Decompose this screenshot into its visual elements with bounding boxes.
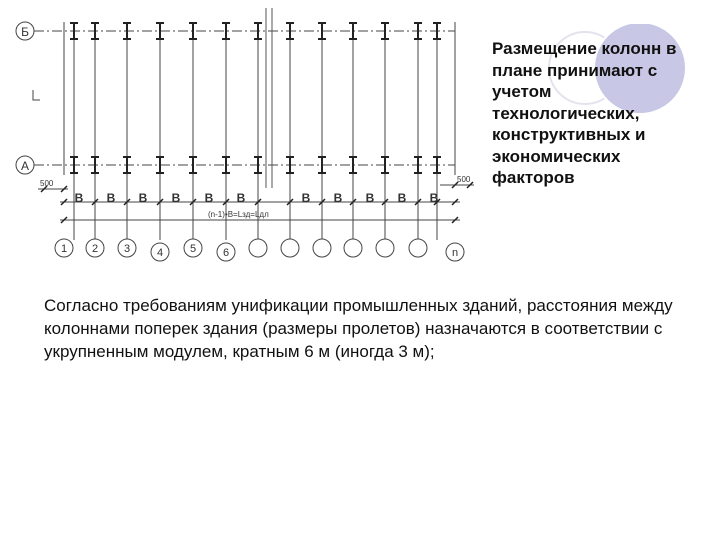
column-web bbox=[321, 22, 323, 40]
column-flange bbox=[414, 38, 422, 40]
column-flange bbox=[189, 172, 197, 174]
column-flange bbox=[414, 172, 422, 174]
column-flange bbox=[286, 38, 294, 40]
column-web bbox=[159, 156, 161, 174]
column-flange bbox=[433, 172, 441, 174]
axis-number-label: 5 bbox=[189, 243, 197, 255]
bay-label: В bbox=[397, 191, 407, 205]
column-web bbox=[225, 156, 227, 174]
bay-label: В bbox=[236, 191, 246, 205]
column-web bbox=[257, 156, 259, 174]
column-flange bbox=[189, 38, 197, 40]
axis-number-marker bbox=[281, 239, 299, 257]
column-flange bbox=[123, 38, 131, 40]
column-flange bbox=[156, 38, 164, 40]
column-web bbox=[417, 156, 419, 174]
column-web bbox=[192, 156, 194, 174]
column-web bbox=[159, 22, 161, 40]
bay-label: В bbox=[365, 191, 375, 205]
column-web bbox=[94, 22, 96, 40]
column-web bbox=[289, 156, 291, 174]
axis-number-marker bbox=[344, 239, 362, 257]
column-flange bbox=[318, 172, 326, 174]
column-flange bbox=[222, 172, 230, 174]
bay-label: В bbox=[333, 191, 343, 205]
column-web bbox=[384, 22, 386, 40]
axis-label-a: А bbox=[20, 159, 30, 173]
column-web bbox=[73, 156, 75, 174]
bay-label: В bbox=[106, 191, 116, 205]
section-mark bbox=[33, 90, 40, 100]
column-flange bbox=[70, 172, 78, 174]
column-flange bbox=[381, 172, 389, 174]
offset-right-label: 500 bbox=[457, 175, 471, 184]
column-flange bbox=[91, 172, 99, 174]
bay-label: В bbox=[204, 191, 214, 205]
offset-left-label: 500 bbox=[40, 179, 54, 188]
column-flange bbox=[381, 38, 389, 40]
axis-number-label: 3 bbox=[123, 243, 131, 255]
column-web bbox=[126, 156, 128, 174]
column-web bbox=[73, 22, 75, 40]
axis-number-marker bbox=[313, 239, 331, 257]
column-web bbox=[94, 156, 96, 174]
column-flange bbox=[70, 38, 78, 40]
column-flange bbox=[156, 172, 164, 174]
column-web bbox=[352, 22, 354, 40]
axis-number-label: 2 bbox=[91, 243, 99, 255]
column-flange bbox=[254, 172, 262, 174]
column-web bbox=[384, 156, 386, 174]
slide-title: Размещение колонн в плане принимают с учетом технологических, конструктивных и экономических факторов bbox=[492, 39, 677, 187]
column-web bbox=[417, 22, 419, 40]
column-flange bbox=[349, 38, 357, 40]
column-web bbox=[225, 22, 227, 40]
bay-label: В bbox=[301, 191, 311, 205]
column-web bbox=[321, 156, 323, 174]
axis-number-label: 1 bbox=[60, 243, 68, 255]
axis-number-label: 6 bbox=[222, 247, 230, 259]
column-flange bbox=[318, 38, 326, 40]
bay-label: В bbox=[138, 191, 148, 205]
column-web bbox=[289, 22, 291, 40]
body-paragraph: Согласно требованиям унификации промышленных зданий, расстояния между колоннами поперек здания (размеры пролетов) назначаются в соответствии с укрупненным модулем, кратным 6 м (иногда 3 м); bbox=[44, 296, 673, 361]
axis-number-marker bbox=[409, 239, 427, 257]
bay-label: В bbox=[429, 191, 439, 205]
axis-number-marker bbox=[376, 239, 394, 257]
bay-label: В bbox=[171, 191, 181, 205]
bay-label: В bbox=[74, 191, 84, 205]
column-flange bbox=[91, 38, 99, 40]
column-flange bbox=[222, 38, 230, 40]
column-flange bbox=[286, 172, 294, 174]
column-web bbox=[436, 22, 438, 40]
total-length-label: (n-1)•В=Lзд=Lдл bbox=[208, 210, 269, 219]
column-plan-diagram bbox=[0, 0, 480, 280]
column-web bbox=[192, 22, 194, 40]
column-flange bbox=[123, 172, 131, 174]
axis-number-marker bbox=[249, 239, 267, 257]
axis-label-b: Б bbox=[21, 25, 29, 39]
column-web bbox=[352, 156, 354, 174]
axis-number-label: 4 bbox=[156, 247, 164, 259]
column-flange bbox=[433, 38, 441, 40]
column-flange bbox=[254, 38, 262, 40]
column-web bbox=[126, 22, 128, 40]
column-web bbox=[436, 156, 438, 174]
column-web bbox=[257, 22, 259, 40]
axis-number-label: n bbox=[451, 247, 459, 259]
column-flange bbox=[349, 172, 357, 174]
